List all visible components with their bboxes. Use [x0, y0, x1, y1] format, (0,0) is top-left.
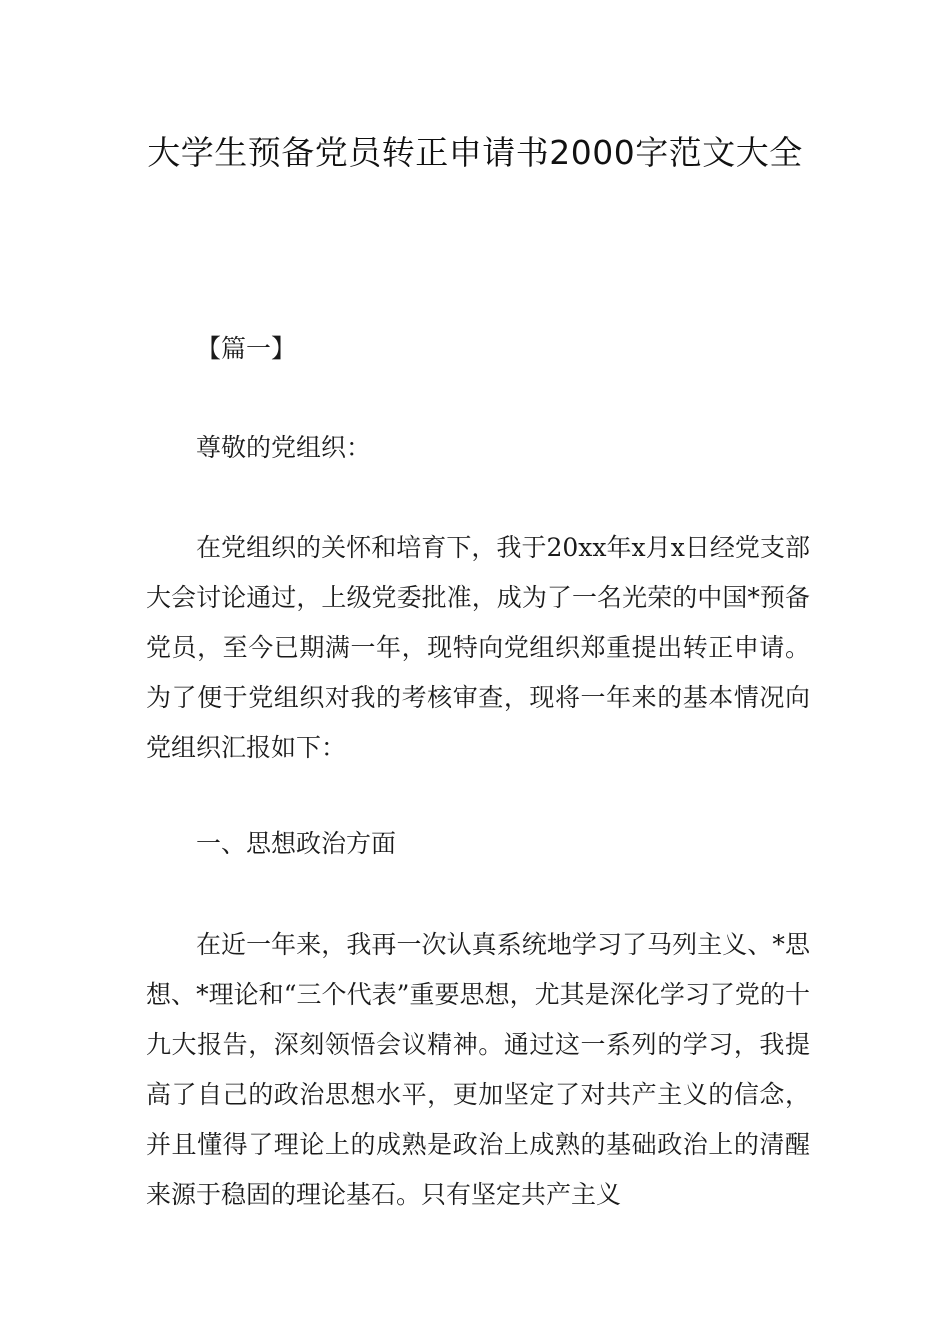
- section-heading-political-thought: 一、思想政治方面: [196, 829, 397, 858]
- document-title: 大学生预备党员转正申请书2000字范文大全: [147, 133, 803, 172]
- section-label: 【篇一】: [196, 334, 297, 363]
- salutation: 尊敬的党组织：: [196, 433, 372, 462]
- paragraph-political-thought: 在近一年来，我再一次认真系统地学习了马列主义、*思想、*理论和“三个代表”重要思想，尤其是深化学习了党的十九大报告，深刻领悟会议精神。通过这一系列的学习，我提高了自己的政治思想水平，更加坚定了对共产主义的信念，并且懂得了理论上的成熟是政治上成熟的基础政治上的清醒来源于稳固的理论基石。只有坚定共产主义: [146, 930, 810, 1209]
- paragraph-intro: 在党组织的关怀和培育下，我于20xx年x月x日经党支部大会讨论通过，上级党委批准，成为了一名光荣的中国*预备党员，至今已期满一年，现特向党组织郑重提出转正申请。为了便于党组织对我的考核审查，现将一年来的基本情况向党组织汇报如下：: [146, 533, 810, 762]
